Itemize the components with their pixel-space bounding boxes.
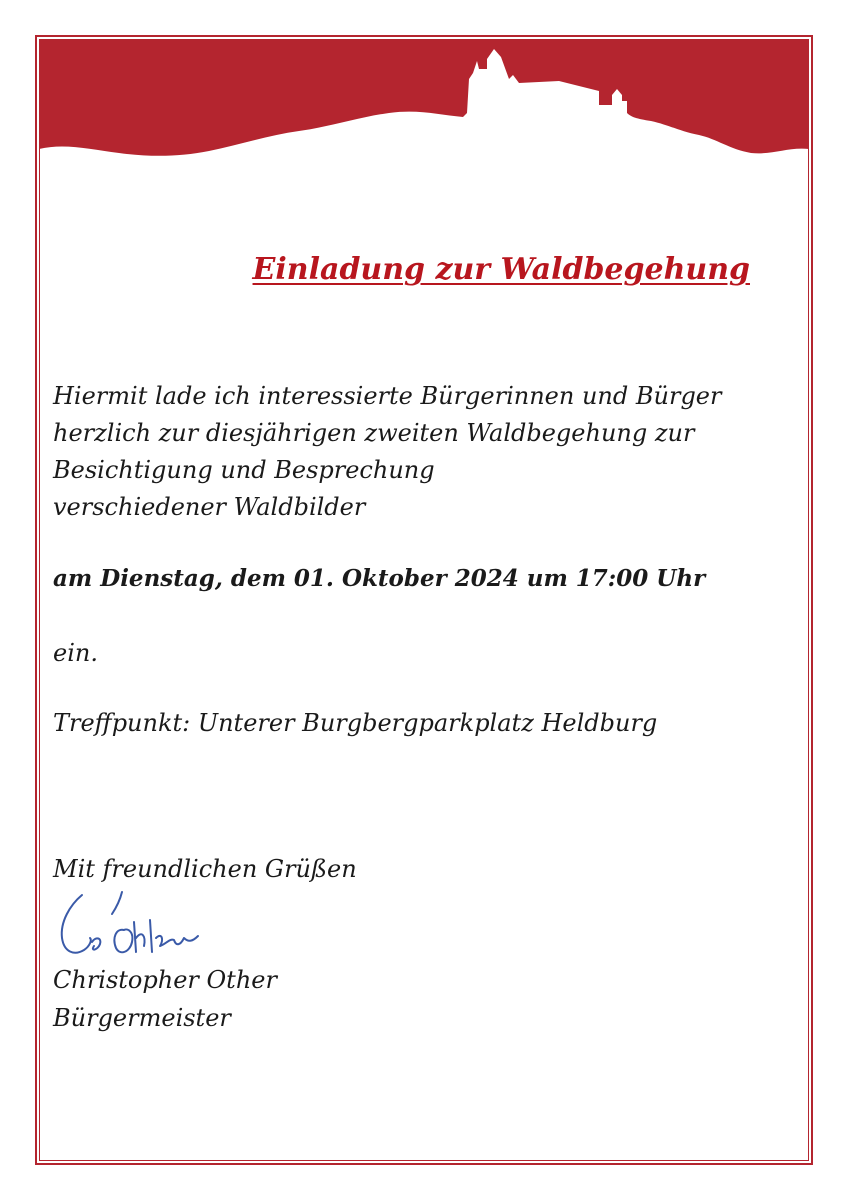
intro-line-4: verschiedener Waldbilder — [53, 493, 366, 521]
page-title: Einladung zur Waldbegehung — [252, 252, 750, 287]
intro-line-1: Hiermit lade ich interessierte Bürgerinnen und Bürger — [53, 382, 722, 410]
castle-silhouette-banner — [39, 39, 809, 199]
signer-title: Bürgermeister — [53, 1004, 231, 1032]
meeting-point: Treffpunkt: Unterer Burgbergparkplatz Heldburg — [53, 709, 658, 737]
intro-line-3: Besichtigung und Besprechung — [53, 456, 435, 484]
signer-name: Christopher Other — [53, 966, 277, 994]
closing-word: ein. — [53, 639, 98, 667]
greeting: Mit freundlichen Grüßen — [53, 855, 357, 883]
intro-line-2: herzlich zur diesjährigen zweiten Waldbegehung zur — [53, 419, 695, 447]
event-date: am Dienstag, dem 01. Oktober 2024 um 17:00 Uhr — [53, 565, 706, 592]
